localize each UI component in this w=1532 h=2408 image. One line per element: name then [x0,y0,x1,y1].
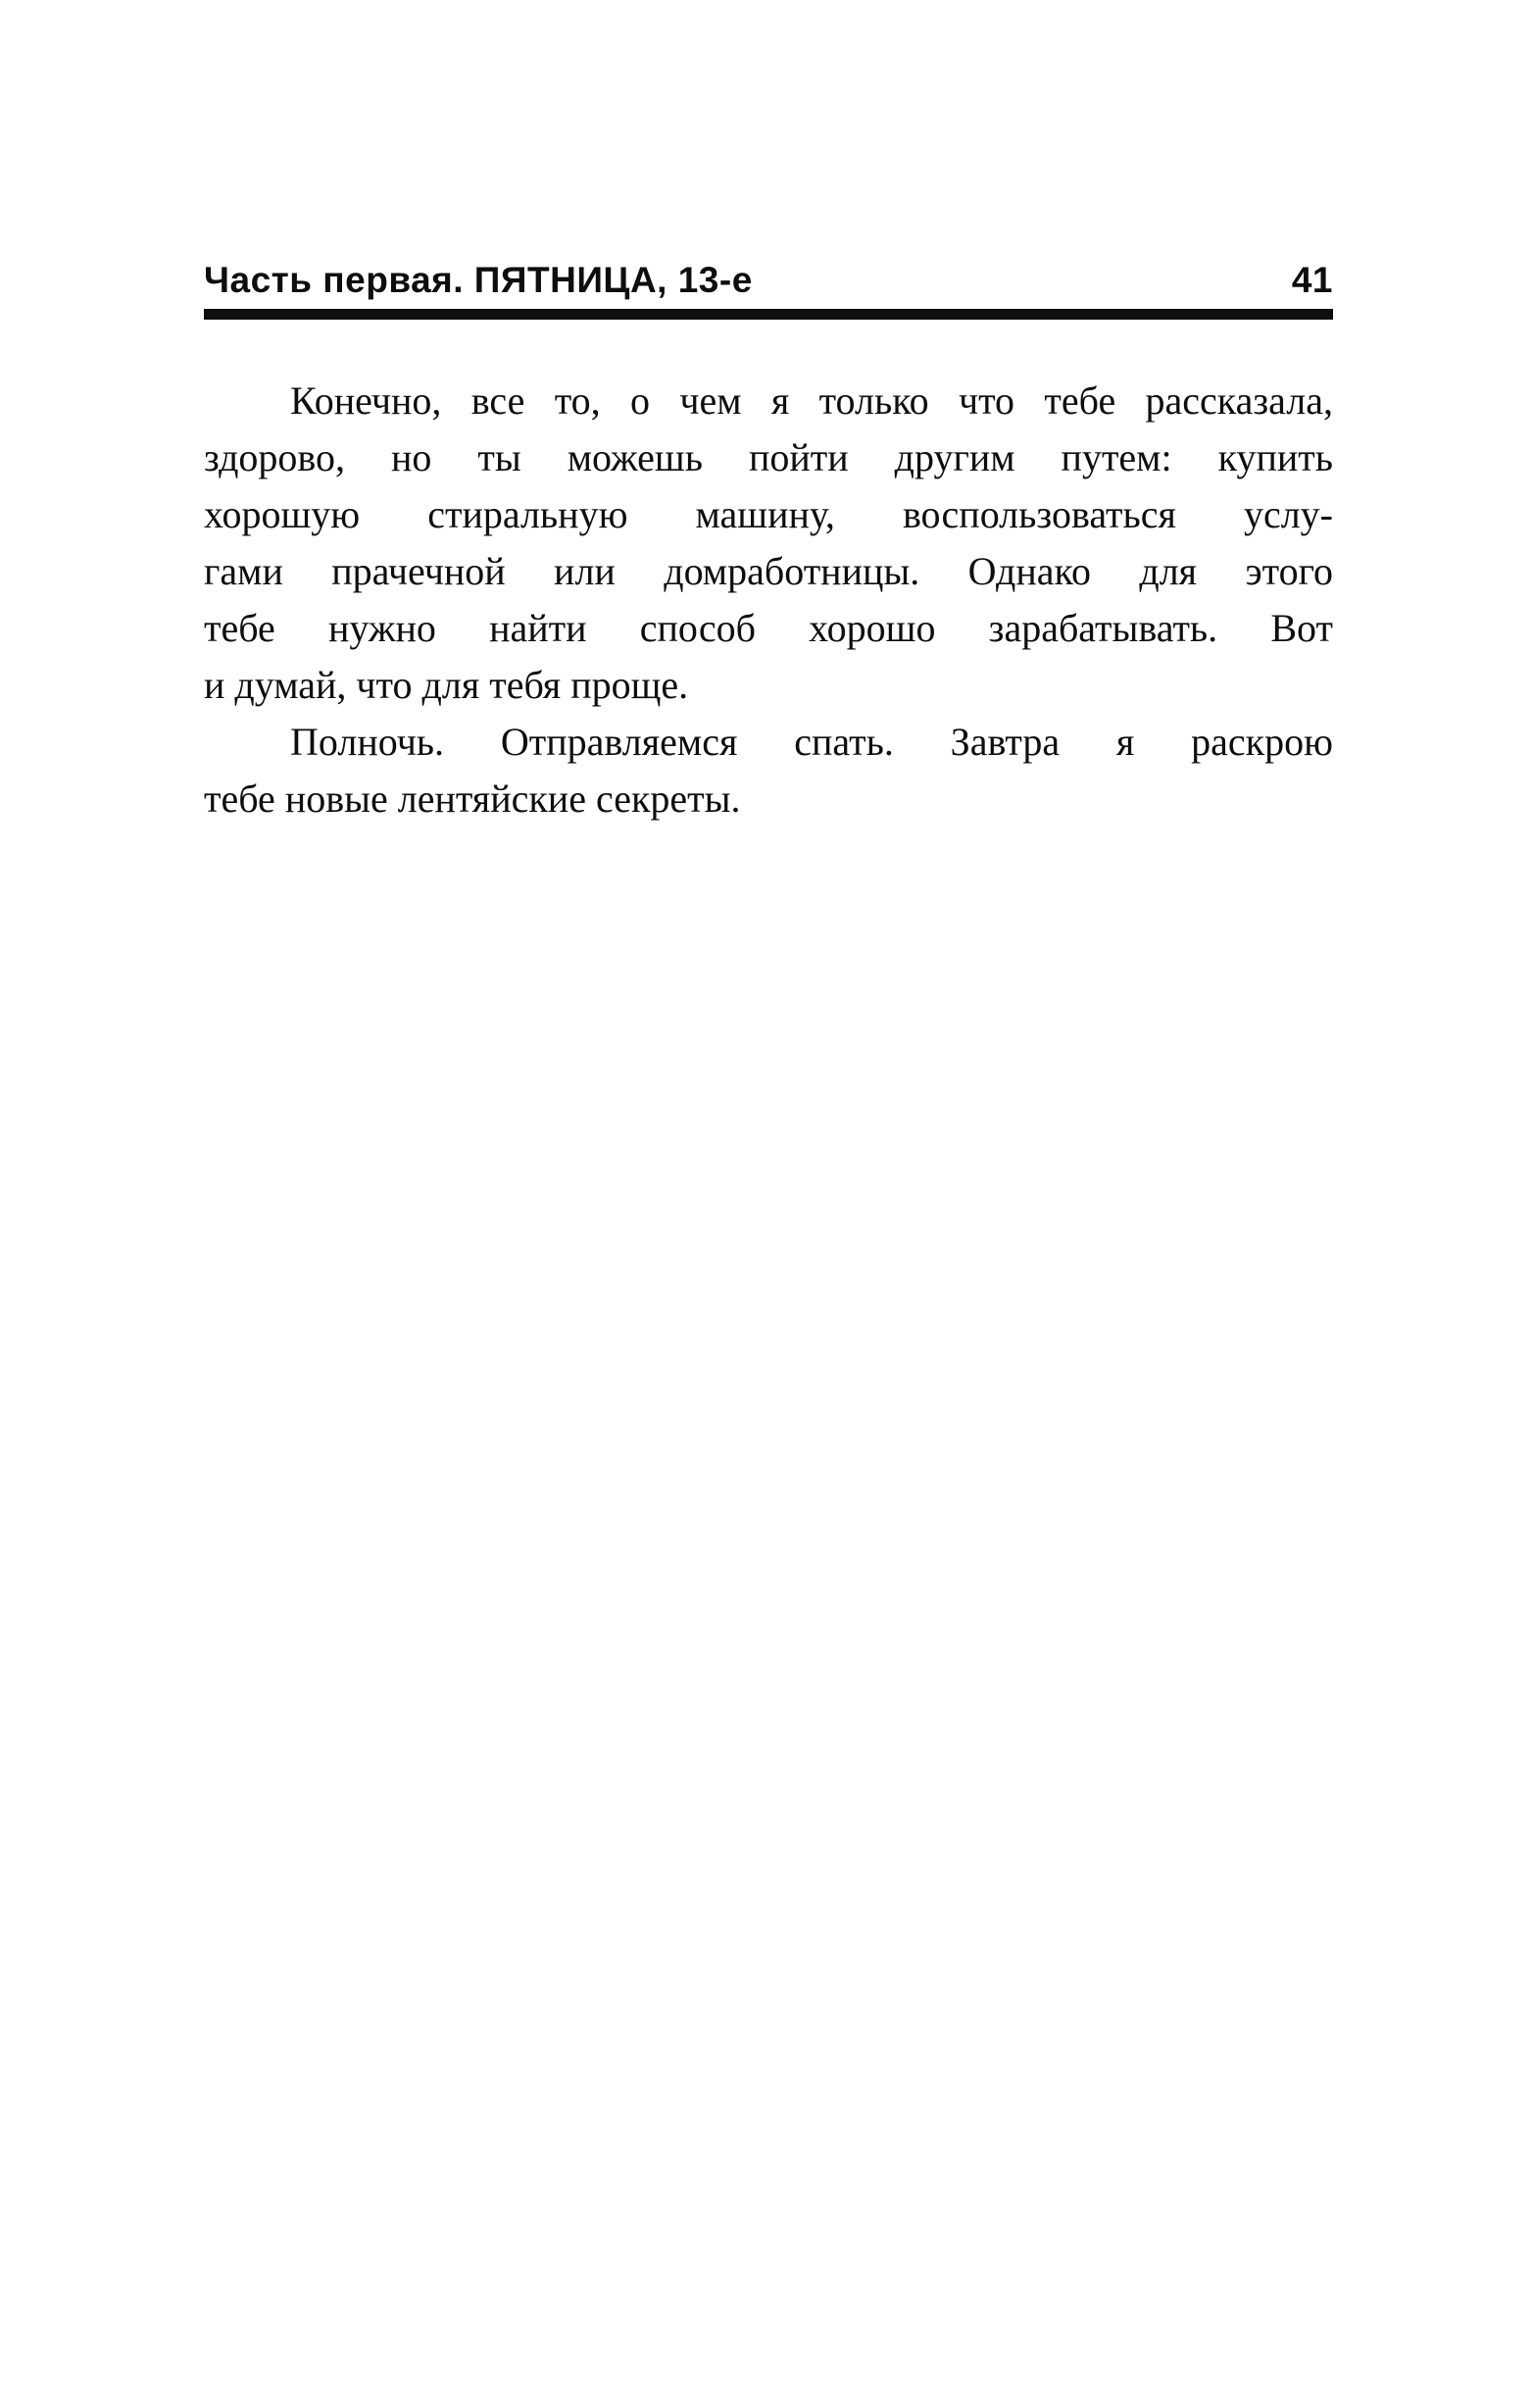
text-line: тебе нужно найти способ хорошо зарабатывать. Вот [204,606,1333,650]
text-line: гами прачечной или домработницы. Однако для этого [204,549,1333,593]
text-line: Полночь. Отправляемся спать. Завтра я раскрою [290,720,1333,764]
text-line: тебе новые лентяйские секреты. [204,777,741,821]
page-number: 41 [1291,260,1333,300]
header-rule [204,309,1333,320]
text-line: и думай, что для тебя проще. [204,663,689,707]
text-line: хорошую стиральную машину, воспользоваться услу- [204,492,1333,536]
chapter-title: Часть первая. ПЯТНИЦА, 13-е [204,260,753,300]
body-text [204,373,1333,828]
text-line: Конечно, все то, о чем я только что тебе рассказала, [290,378,1333,423]
page-content [204,259,1333,828]
running-header [204,259,1333,302]
text-line: здорово, но ты можешь пойти другим путем: купить [204,435,1333,479]
